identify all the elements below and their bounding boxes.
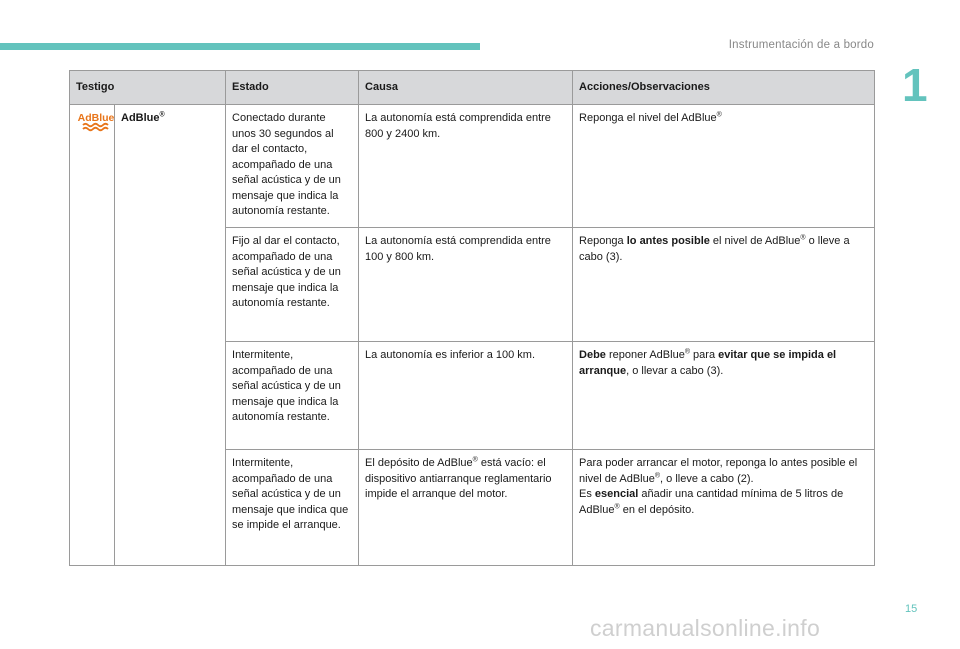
acciones-cell — [573, 228, 875, 342]
column-header-testigo: Testigo — [70, 71, 226, 105]
table-row — [70, 105, 875, 228]
registered-mark: ® — [472, 456, 478, 464]
adblue-warning-icon — [76, 111, 116, 133]
acciones-emphasis: evitar que se impida el arranque — [579, 349, 837, 377]
causa-cell — [359, 450, 573, 566]
acciones-text: o lleve a cabo (3). — [579, 235, 850, 263]
indicator-table — [69, 70, 875, 566]
column-header-causa: Causa — [359, 71, 573, 105]
acciones-text: Es — [579, 488, 595, 500]
acciones-text: para — [689, 349, 719, 361]
acciones-text: añadir una cantidad mínima de 5 litros de AdBlue — [579, 488, 844, 516]
acciones-text: en el depósito. — [619, 503, 695, 516]
acciones-text: reponer AdBlue — [605, 349, 685, 361]
table-header-row — [70, 71, 875, 105]
page-number: 15 — [905, 603, 918, 615]
estado-cell: Intermitente, acompañado de una señal acústica y de un mensaje que indica que se impide el arranque. — [226, 450, 359, 566]
causa-text: está vacío: el dispositivo antiarranque reglamentario impide el arranque del motor. — [365, 457, 552, 500]
acciones-cell — [573, 450, 875, 566]
acciones-text: Reponga el nivel del AdBlue — [579, 112, 717, 124]
estado-cell: Intermitente, acompañado de una señal acústica y de un mensaje que indica la autonomía restante. — [226, 342, 359, 450]
acciones-emphasis: lo antes posible — [626, 235, 710, 247]
causa-cell: La autonomía es inferior a 100 km. — [359, 342, 573, 450]
column-header-estado: Estado — [226, 71, 359, 105]
registered-mark: ® — [654, 471, 661, 479]
indicator-name-text: AdBlue — [121, 112, 160, 124]
section-title: Instrumentación de a bordo — [728, 39, 874, 51]
acciones-text: , o lleve a cabo (2). — [660, 472, 754, 485]
estado-cell: Conectado durante unos 30 segundos al dar el contacto, acompañado de una señal acústica y de un mensaje que indica la autonomía restante. — [226, 105, 359, 228]
indicator-icon-cell — [70, 105, 115, 566]
acciones-text: , o llevar a cabo (3). — [626, 364, 724, 377]
registered-mark: ® — [716, 111, 722, 119]
causa-cell: La autonomía está comprendida entre 100 y 800 km. — [359, 228, 573, 342]
column-header-acciones: Acciones/Observaciones — [573, 71, 875, 105]
registered-mark: ® — [159, 111, 165, 119]
estado-cell: Fijo al dar el contacto, acompañado de una señal acústica y de un mensaje que indica la autonomía restante. — [226, 228, 359, 342]
registered-mark: ® — [800, 234, 806, 242]
watermark: carmanualsonline.info — [590, 615, 821, 641]
registered-mark: ® — [614, 502, 620, 510]
adblue-wave-top — [83, 124, 108, 127]
acciones-text: el nivel de AdBlue — [709, 235, 801, 247]
adblue-icon-label: AdBlue — [77, 112, 115, 124]
acciones-cell — [573, 105, 875, 228]
chapter-number: 1 — [902, 59, 928, 111]
registered-mark: ® — [684, 348, 690, 356]
causa-text: El depósito de AdBlue — [365, 457, 473, 469]
header-accent-bar — [0, 43, 480, 50]
acciones-emphasis: Debe — [579, 349, 606, 361]
causa-cell: La autonomía está comprendida entre 800 y 2400 km. — [359, 105, 573, 228]
adblue-wave-bottom — [83, 128, 108, 131]
acciones-text: Reponga — [579, 235, 627, 247]
acciones-cell — [573, 342, 875, 450]
acciones-emphasis: esencial — [594, 488, 639, 500]
indicator-name — [115, 105, 226, 566]
acciones-text: Para poder arrancar el motor, reponga lo antes posible el nivel de AdBlue — [579, 457, 858, 485]
